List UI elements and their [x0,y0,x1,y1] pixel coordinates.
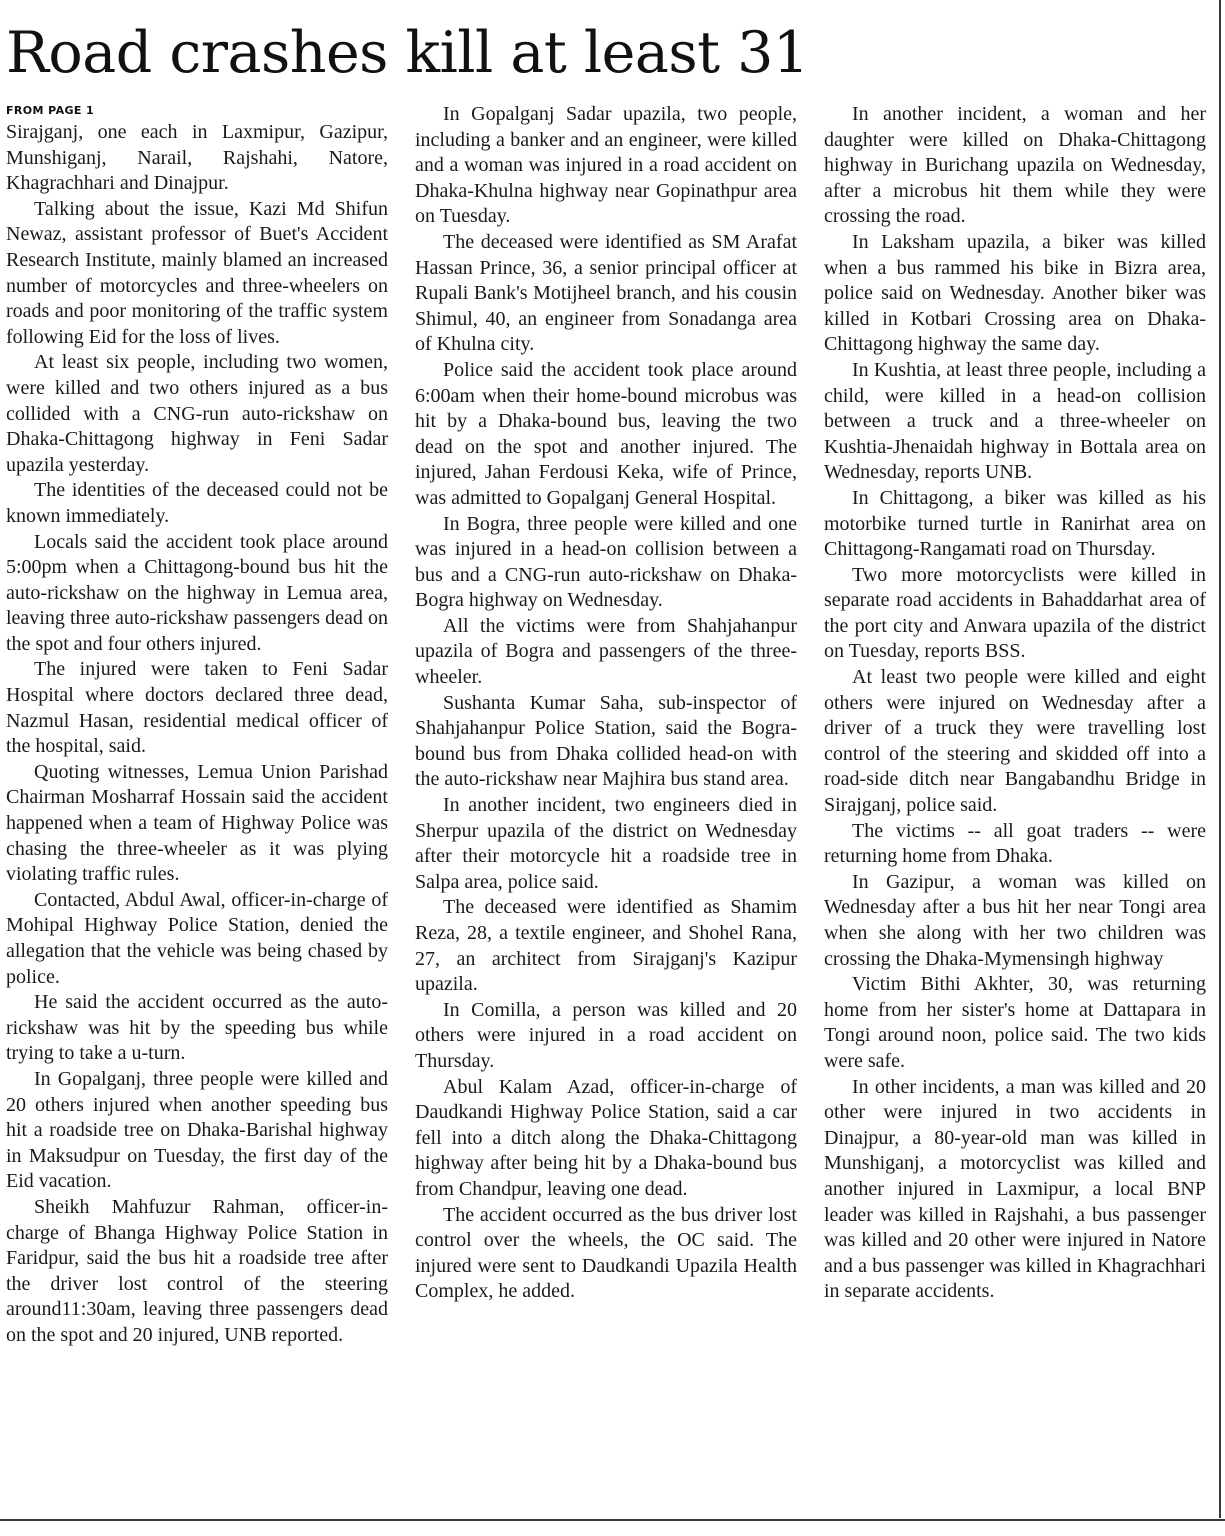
column-3 [824,102,1206,1512]
paragraph: In Gazipur, a woman was killed on Wednesday after a bus hit her near Tongi area when she along with her two children was crossing the Dhaka-Mymensingh highway [824,870,1206,970]
paragraph: The identities of the deceased could not be known immediately. [6,479,388,527]
column-2 [415,102,797,1512]
paragraph: In Gopalganj, three people were killed and 20 others injured when another speeding bus hit a roadside tree on Dhaka-Barishal highway in Maksudpur on Tuesday, the first day of the Eid vacation. [6,1067,388,1193]
paragraph: Abul Kalam Azad, officer-in-charge of Daudkandi Highway Police Station, said a car fell into a ditch along the Dhaka-Chittagong highway after being hit by a Dhaka-bound bus from Chandpur, leaving one dead. [415,1075,797,1200]
paragraph: In Chittagong, a biker was killed as his motorbike turned turtle in Ranirhat area on Chittagong-Rangamati road on Thursday. [824,486,1206,561]
paragraph: Talking about the issue, Kazi Md Shifun Newaz, assistant professor of Buet's Accident Research Institute, mainly blamed an increased number of motorcycles and three-wheelers on roads and poor monitoring of the traffic system following Eid for the loss of lives. [6,197,388,348]
paragraph: Locals said the accident took place around 5:00pm when a Chittagong-bound bus hit the auto-rickshaw on the highway in Lemua area, leaving three auto-rickshaw passengers dead on the spot and four others injured. [6,530,388,655]
paragraph: The deceased were identified as Shamim Reza, 28, a textile engineer, and Shohel Rana, 27, an architect from Sirajganj's Kazipur upazila. [415,896,797,996]
paragraph: In another incident, two engineers died in Sherpur upazila of the district on Wednesday after their motorcycle hit a roadside tree in Salpa area, police said. [415,794,797,893]
paragraph: Victim Bithi Akhter, 30, was returning home from her sister's home at Dattapara in Tongi around noon, police said. The two kids were safe. [824,973,1206,1072]
paragraph: In Comilla, a person was killed and 20 others were injured in a road accident on Thursday. [415,998,797,1072]
column-rule-right [1219,0,1221,1518]
paragraph: In Laksham upazila, a biker was killed when a bus rammed his bike in Bizra area, police said on Wednesday. Another biker was killed in Kotbari Crossing area on Dhaka-Chittagong highway the same day. [824,230,1206,356]
paragraph: Sirajganj, one each in Laxmipur, Gazipur, Munshiganj, Narail, Rajshahi, Natore, Khagrachhari and Dinajpur. [6,121,388,195]
bottom-rule [0,1519,1225,1521]
paragraph: In another incident, a woman and her daughter were killed on Dhaka-Chittagong highway in Burichang upazila on Wednesday, after a microbus hit them while they were crossing the road. [824,103,1206,228]
paragraph: The injured were taken to Feni Sadar Hospital where doctors declared three dead, Nazmul Hasan, residential medical officer of the hospital, said. [6,658,388,758]
paragraph: At least six people, including two women, were killed and two others injured as a bus collided with a CNG-run auto-rickshaw on Dhaka-Chittagong highway in Feni Sadar upazila yesterday. [6,351,388,476]
paragraph: In Gopalganj Sadar upazila, two people, including a banker and an engineer, were killed and a woman was injured in a road accident on Dhaka-Khulna highway near Gopinathpur area on Tuesday. [415,103,797,228]
paragraph: Two more motorcyclists were killed in separate road accidents in Bahaddarhat area of the port city and Anwara upazila of the district on Tuesday, reports BSS. [824,563,1206,663]
article-body [6,102,1210,1512]
kicker: FROM PAGE 1 [6,104,95,117]
headline: Road crashes kill at least 31 [6,20,809,86]
paragraph: Police said the accident took place around 6:00am when their home-bound microbus was hit by a Dhaka-bound bus, leaving the two dead on the spot and another injured. The injured, Jahan Ferdousi Keka, wife of Prince, was admitted to Gopalganj General Hospital. [415,358,797,509]
paragraph: Contacted, Abdul Awal, officer-in-charge of Mohipal Highway Police Station, denied the allegation that the vehicle was being chased by police. [6,888,388,988]
paragraph: The deceased were identified as SM Arafat Hassan Prince, 36, a senior principal officer at Rupali Bank's Motijheel branch, and his cousin Shimul, 40, an engineer from Sonadanga area of Khulna city. [415,230,797,356]
paragraph: In Bogra, three people were killed and one was injured in a head-on collision between a bus and a CNG-run auto-rickshaw on Dhaka-Bogra highway on Wednesday. [415,512,797,612]
paragraph: All the victims were from Shahjahanpur upazila of Bogra and passengers of the three-wheeler. [415,614,797,689]
column-1 [6,102,388,1512]
paragraph: The victims -- all goat traders -- were returning home from Dhaka. [824,819,1206,868]
paragraph: In Kushtia, at least three people, including a child, were killed in a head-on collision between a truck and a three-wheeler on Kushtia-Jhenaidah highway in Bottala area on Wednesday, reports UNB. [824,358,1206,484]
paragraph: Quoting witnesses, Lemua Union Parishad Chairman Mosharraf Hossain said the accident happened when a team of Highway Police was chasing the three-wheeler as it was plying violating traffic rules. [6,760,388,886]
paragraph: He said the accident occurred as the auto-rickshaw was hit by the speeding bus while trying to take a u-turn. [6,991,388,1065]
paragraph: Sheikh Mahfuzur Rahman, officer-in-charge of Bhanga Highway Police Station in Faridpur, said the bus hit a roadside tree after the driver lost control of the steering around11:30am, leaving three passengers dead on the spot and 20 injured, UNB reported. [6,1195,388,1346]
paragraph: At least two people were killed and eight others were injured on Wednesday after a driver of a truck they were travelling lost control of the steering and skidded off into a road-side ditch near Bangabandhu Bridge in Sirajganj, police said. [824,666,1206,817]
paragraph: Sushanta Kumar Saha, sub-inspector of Shahjahanpur Police Station, said the Bogra-bound bus from Dhaka collided head-on with the auto-rickshaw near Majhira bus stand area. [415,691,797,791]
paragraph: The accident occurred as the bus driver lost control over the wheels, the OC said. The injured were sent to Daudkandi Upazila Health Complex, he added. [415,1203,797,1303]
paragraph: In other incidents, a man was killed and 20 other were injured in two accidents in Dinajpur, a 80-year-old man was killed in Munshiganj, a motorcyclist was killed and another injured in Laxmipur, a local BNP leader was killed in Rajshahi, a bus passenger was killed and 20 other were injured in Natore and a bus passenger was killed in Khagrachhari in separate accidents. [824,1075,1206,1303]
